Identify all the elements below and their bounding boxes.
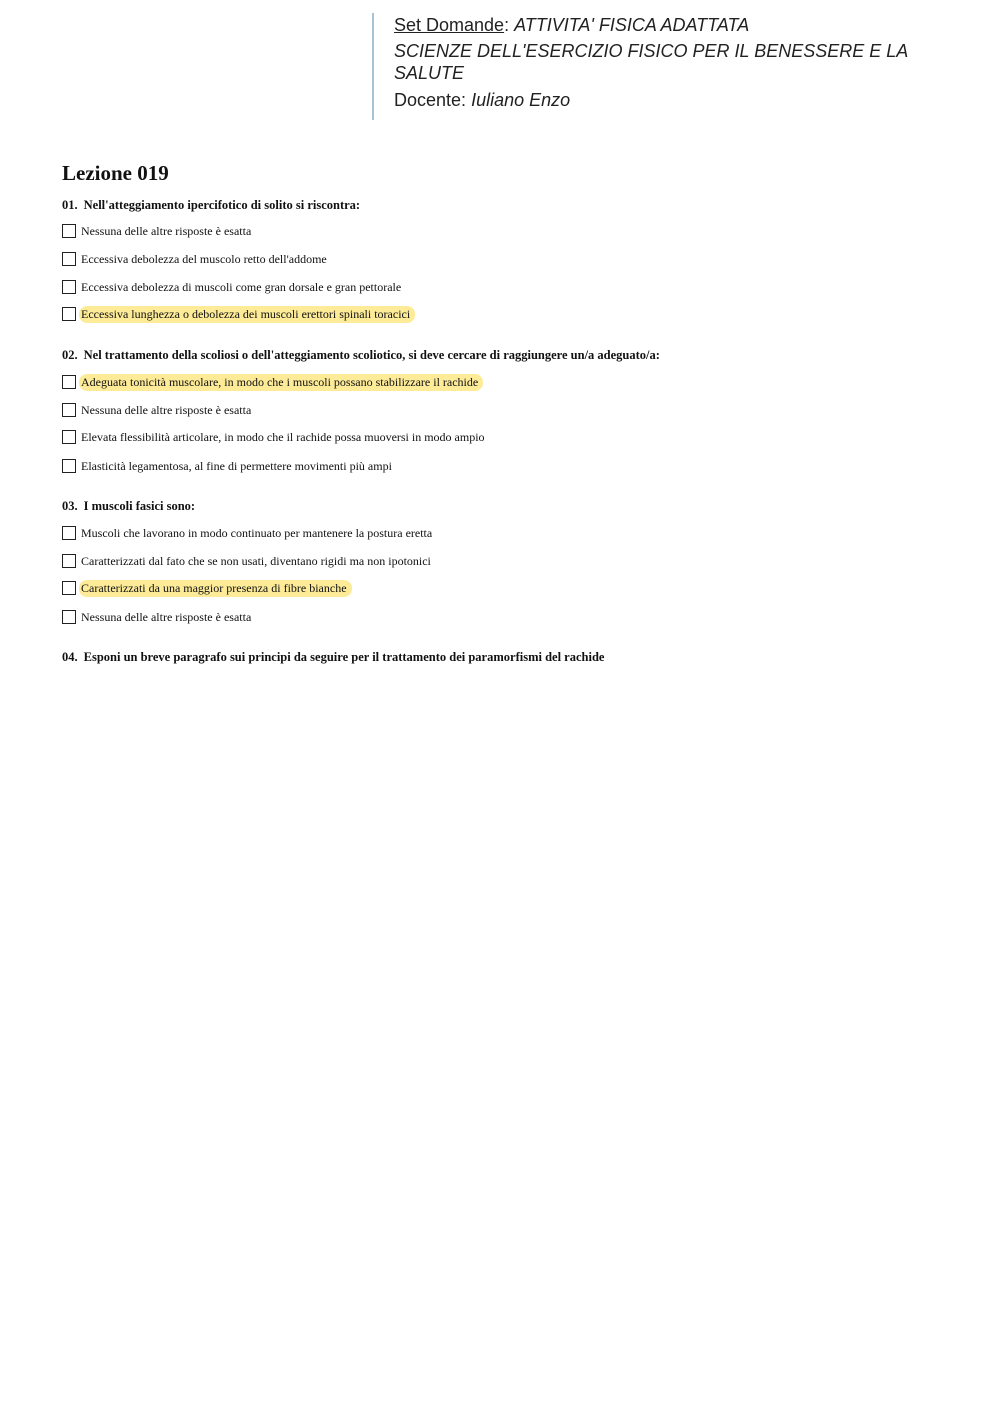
answer-text: Caratterizzati da una maggior presenza di fibre bianche (79, 580, 352, 597)
answer-checkbox[interactable] (62, 252, 76, 266)
teacher-line (394, 88, 952, 112)
answer-checkbox[interactable] (62, 224, 76, 238)
answer-checkbox[interactable] (62, 526, 76, 540)
answer-text: Nessuna delle altre risposte è esatta (81, 223, 252, 238)
question-number: 04. (62, 650, 78, 664)
answer-option[interactable] (62, 524, 437, 542)
answer-text: Elasticità legamentosa, al fine di permettere movimenti più ampi (81, 458, 392, 473)
answer-option-highlighted[interactable] (62, 579, 352, 597)
answer-option[interactable] (62, 222, 256, 240)
document-header (372, 13, 952, 120)
question-set-value: ATTIVITA' FISICA ADATTATA (514, 15, 750, 35)
question-number: 03. (62, 499, 78, 513)
answer-text: Caratterizzati dal fato che se non usati, diventano rigidi ma non ipotonici (81, 553, 431, 568)
answer-option[interactable] (62, 428, 490, 446)
answer-checkbox[interactable] (62, 375, 76, 389)
answer-text: Eccessiva debolezza del muscolo retto dell'addome (81, 251, 327, 266)
question-set-separator: : (504, 15, 510, 35)
answer-text: Eccessiva debolezza di muscoli come gran dorsale e gran pettorale (81, 279, 402, 294)
answer-option[interactable] (62, 401, 256, 419)
answer-checkbox[interactable] (62, 610, 76, 624)
lesson-title: Lezione 019 (62, 161, 169, 185)
answer-checkbox[interactable] (62, 581, 76, 595)
answer-checkbox[interactable] (62, 459, 76, 473)
question-3 (62, 499, 195, 514)
answer-option[interactable] (62, 278, 406, 296)
answer-option-highlighted[interactable] (62, 373, 483, 391)
question-set-label: Set Domande (394, 15, 505, 35)
answer-option-highlighted[interactable] (62, 305, 415, 323)
teacher-name: Iuliano Enzo (471, 90, 571, 110)
answer-text: Eccessiva lunghezza o debolezza dei muscoli erettori spinali toracici (79, 306, 415, 323)
question-4 (62, 650, 604, 665)
question-text: Nel trattamento della scoliosi o dell'atteggiamento scoliotico, si deve cercare di raggiungere un/a adeguato/a: (83, 348, 660, 362)
teacher-label: Docente: (394, 90, 467, 110)
answer-option[interactable] (62, 457, 397, 475)
answer-checkbox[interactable] (62, 403, 76, 417)
answer-option[interactable] (62, 608, 256, 626)
question-1 (62, 198, 360, 213)
answer-text: Nessuna delle altre risposte è esatta (81, 609, 252, 624)
answer-checkbox[interactable] (62, 280, 76, 294)
question-2 (62, 348, 660, 363)
question-text: Esponi un breve paragrafo sui principi da seguire per il trattamento dei paramorfismi del rachide (83, 650, 605, 664)
question-number: 01. (62, 198, 78, 212)
answer-checkbox[interactable] (62, 554, 76, 568)
question-number: 02. (62, 348, 78, 362)
answer-option[interactable] (62, 552, 436, 570)
answer-option[interactable] (62, 250, 332, 268)
answer-text: Adeguata tonicità muscolare, in modo che i muscoli possano stabilizzare il rachide (79, 374, 483, 391)
answer-text: Elevata flessibilità articolare, in modo che il rachide possa muoversi in modo ampio (81, 429, 485, 444)
question-text: Nell'atteggiamento ipercifotico di solito si riscontra: (83, 198, 361, 212)
answer-text: Nessuna delle altre risposte è esatta (81, 402, 252, 417)
answer-text: Muscoli che lavorano in modo continuato per mantenere la postura eretta (81, 525, 433, 540)
course-name: SCIENZE DELL'ESERCIZIO FISICO PER IL BENESSERE E LA SALUTE (394, 41, 908, 83)
answer-checkbox[interactable] (62, 430, 76, 444)
answer-checkbox[interactable] (62, 307, 76, 321)
question-text: I muscoli fasici sono: (83, 499, 196, 513)
question-set-line (394, 13, 952, 37)
